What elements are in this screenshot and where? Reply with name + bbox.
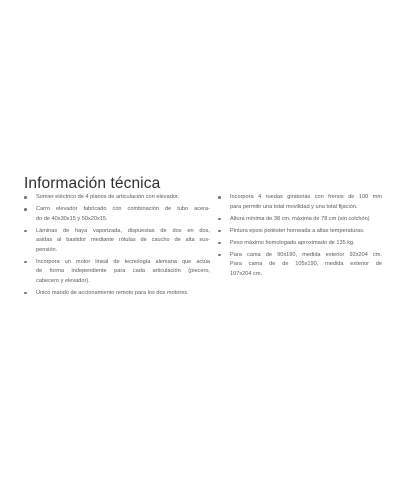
spec-line: 107x204 cm.	[230, 270, 263, 277]
right-spec-list	[218, 193, 382, 282]
bullet-icon	[218, 254, 221, 257]
spec-list-item	[218, 251, 382, 280]
spec-list-item	[24, 193, 210, 203]
spec-list-item	[218, 193, 382, 212]
spec-line: Para cama de 90x190, medida exterior 92x204 cm.	[230, 251, 382, 258]
spec-line: Incorpora 4 ruedas giratorias con frenos de 100 mm	[230, 194, 382, 200]
spec-list-item	[218, 227, 382, 237]
bullet-icon	[24, 196, 27, 199]
spec-line: Único mando de accionamiento remoto para los dos motores.	[36, 289, 189, 296]
left-spec-list	[24, 193, 210, 301]
spec-list-item	[24, 205, 210, 224]
bullet-icon	[218, 196, 221, 199]
bullet-icon	[24, 230, 27, 233]
spec-line: Para cama de de 105x190, medida exterior de	[230, 261, 382, 268]
spec-line: Láminas de haya vaporizada, dispuestas de dos en dos,	[36, 227, 210, 234]
section-title: Información técnica	[24, 175, 161, 193]
spec-line: Pintura epoxi poliéster horneada a altas temperaturas.	[230, 227, 365, 234]
spec-line: Incorpora un motor lineal de tecnología alemana que actúa	[36, 258, 210, 265]
bullet-icon	[218, 242, 221, 245]
spec-line: do de 40x30x15 y 50x20x15.	[36, 215, 108, 222]
spec-line: pensión.	[36, 246, 58, 253]
spec-line: cabecero y elevador).	[36, 277, 90, 284]
spec-list-item	[24, 289, 210, 299]
spec-line: Somier eléctrico de 4 planos de articulación con elevador.	[36, 194, 180, 200]
bullet-icon	[24, 292, 27, 295]
spec-line: para permitir una total movilidad y una total fijación.	[230, 203, 358, 210]
spec-line: Peso máximo homologado aproximado de 135 kg.	[230, 239, 355, 246]
bullet-icon	[218, 218, 221, 221]
spec-line: Altura mínima de 38 cm, máxima de 78 cm (sin colchón)	[230, 215, 370, 222]
spec-list-item	[218, 215, 382, 225]
spec-line: de forma independiente para cada articulación (piecero,	[36, 268, 210, 275]
spec-line: Carro elevador fabricado con combinación de tubo acera-	[36, 206, 210, 213]
bullet-icon	[218, 230, 221, 233]
bullet-icon	[24, 261, 27, 264]
spec-list-item	[24, 227, 210, 256]
spec-list-item	[24, 258, 210, 287]
spec-line: asidas al bastidor mediante rótulas de caucho de alta sus-	[36, 237, 210, 244]
spec-list-item	[218, 239, 382, 249]
bullet-icon	[24, 208, 27, 211]
